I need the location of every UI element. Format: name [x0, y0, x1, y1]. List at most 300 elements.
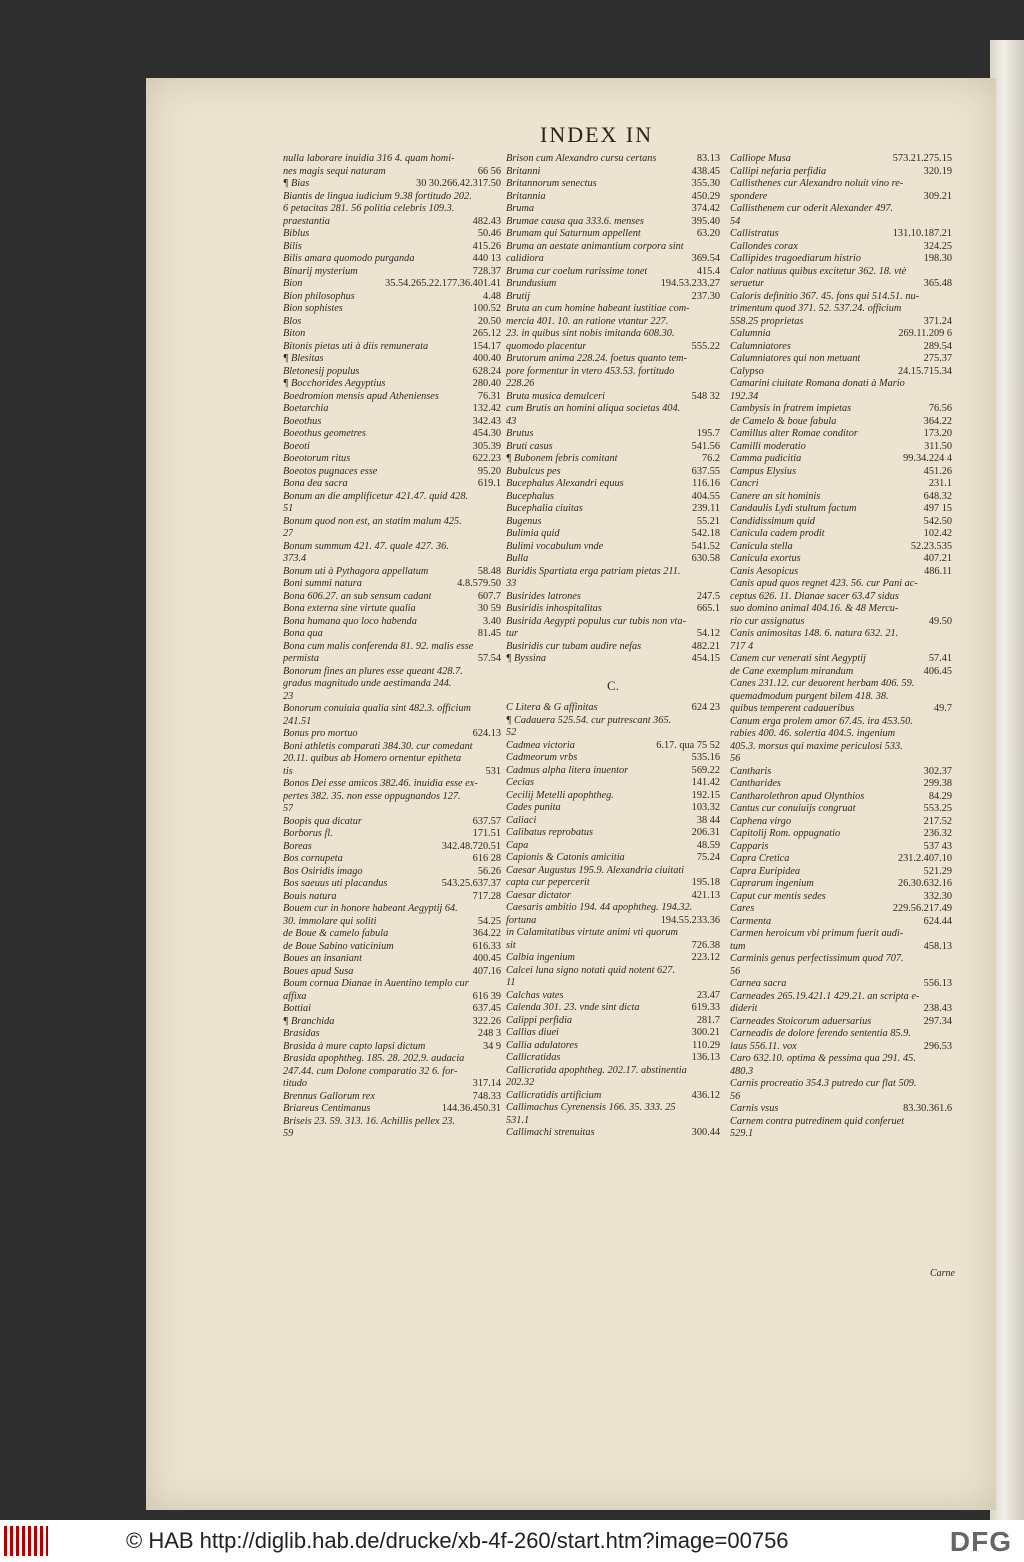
index-entry [730, 978, 952, 991]
entry-term: Canere an sit hominis [730, 490, 821, 502]
entry-reference: 619.33 [691, 1002, 720, 1013]
entry-reference: 404.55 [691, 490, 720, 502]
entry-reference: 231.2.407.10 [897, 853, 952, 864]
index-entry [506, 478, 720, 491]
entry-term: Camillus alter Romae conditor [730, 428, 858, 439]
index-entry [506, 777, 720, 790]
entry-reference [497, 641, 501, 654]
entry-term: Capra Cretica [730, 853, 790, 864]
entry-term: Cantharides [730, 778, 781, 789]
entry-reference: 624.13 [472, 728, 501, 739]
index-entry [283, 378, 501, 391]
index-entry [506, 191, 720, 204]
entry-reference: 400.40 [472, 353, 501, 364]
index-entry [506, 553, 720, 566]
index-entry [730, 1103, 952, 1116]
entry-term: Calchas vates [506, 989, 564, 1001]
entry-term: 247.44. cum Dolone comparatio 32 6. for- [283, 1065, 458, 1077]
entry-reference: 616 28 [472, 853, 501, 864]
index-entry [730, 541, 952, 554]
entry-reference: 637.55 [691, 465, 720, 477]
entry-term: Boues an insaniant [283, 953, 362, 964]
entry-reference: 35.54.265.22.177.36.401.41 [385, 278, 501, 289]
index-entry [283, 1128, 501, 1141]
entry-reference: 154.17 [472, 340, 501, 352]
entry-term: mercia 401. 10. an ratione vtantur 227. [506, 315, 669, 327]
entry-reference: 630.58 [691, 553, 720, 564]
entry-reference [497, 491, 501, 504]
entry-reference [716, 328, 720, 341]
index-entry [730, 1116, 952, 1129]
entry-reference: 624 23 [691, 702, 720, 713]
entry-term: Boeothus [283, 415, 322, 427]
entry-term: Carnem contra putredinem quid conferuet [730, 1115, 905, 1127]
entry-term: pertes 382. 35. non esse oppugnandos 127. [283, 790, 461, 802]
index-entry [283, 153, 501, 166]
entry-term: Bonorum fines an plures esse queant 428.7. [283, 665, 463, 677]
entry-reference: 454.15 [691, 653, 720, 664]
entry-term: Calor natiuus quibus excitetur 362. 18. vtè [730, 265, 907, 277]
entry-reference: 324.25 [923, 240, 952, 252]
entry-reference [948, 628, 952, 641]
index-entry [730, 303, 952, 316]
entry-reference: 454.30 [472, 428, 501, 439]
entry-reference: 30 30.266.42.317.50 [416, 178, 501, 189]
index-entry [506, 266, 720, 279]
index-entry [730, 166, 952, 179]
hab-logo-icon [4, 1526, 48, 1556]
entry-reference [948, 391, 952, 404]
entry-reference [716, 1102, 720, 1115]
index-entry [506, 516, 720, 529]
entry-term: 59 [283, 1128, 294, 1139]
entry-reference: 569.22 [691, 764, 720, 776]
entry-reference [948, 691, 952, 704]
index-entry [730, 578, 952, 591]
entry-term: Bos cornupeta [283, 853, 343, 864]
index-entry [283, 953, 501, 966]
entry-reference: 239.11 [692, 503, 720, 514]
index-entry [283, 1041, 501, 1054]
entry-term: Bonorum conuiuia qualia sint 482.3. officium [283, 703, 471, 714]
entry-reference [948, 641, 952, 654]
entry-reference [948, 966, 952, 979]
entry-term: Bruma [506, 203, 535, 214]
entry-term: spondere [730, 190, 768, 202]
entry-reference: 236.32 [923, 828, 952, 839]
entry-term: Caliaci [506, 814, 537, 826]
entry-reference: 541.52 [691, 540, 720, 552]
index-entry [506, 541, 720, 554]
entry-term: Bucephalia ciuitas [506, 503, 583, 514]
entry-term: Callicratidas [506, 1052, 561, 1063]
entry-reference [716, 902, 720, 915]
index-entry [506, 466, 720, 479]
entry-reference [716, 403, 720, 416]
index-entry [506, 1052, 720, 1065]
index-entry [506, 952, 720, 965]
entry-term: Cecilij Metelli apophtheg. [506, 789, 614, 801]
entry-reference [948, 291, 952, 304]
index-entry [506, 940, 720, 953]
index-entry [506, 865, 720, 878]
entry-reference [948, 953, 952, 966]
entry-reference: 110.29 [692, 1039, 720, 1051]
entry-term: 23. in quibus sint nobis imitanda 608.30. [506, 328, 675, 339]
entry-reference: 300.21 [691, 1027, 720, 1038]
entry-term: Bottiai [283, 1003, 312, 1014]
index-entry [730, 291, 952, 304]
index-entry [283, 578, 501, 591]
index-entry [730, 1128, 952, 1141]
index-entry [283, 641, 501, 654]
index-entry [283, 828, 501, 841]
entry-reference [716, 715, 720, 728]
index-entry [730, 678, 952, 691]
index-entry [283, 278, 501, 291]
index-entry [730, 641, 952, 654]
entry-reference [716, 316, 720, 329]
entry-term: Briseis 23. 59. 313. 16. Achillis pellex 23. [283, 1115, 455, 1127]
entry-term: Boni summi natura [283, 578, 362, 589]
index-entry [730, 278, 952, 291]
index-entry [506, 641, 720, 654]
entry-term: Caloris definitio 367. 45. fons qui 514.51. nu- [730, 290, 920, 302]
index-entry [283, 566, 501, 579]
entry-term: Cantus cur conuiuijs congruat [730, 803, 856, 814]
entry-term: 52 [506, 727, 517, 738]
entry-term: 202.32 [506, 1077, 535, 1088]
index-entry [730, 1003, 952, 1016]
index-entry [730, 366, 952, 379]
index-entry [283, 1016, 501, 1029]
index-entry [283, 1091, 501, 1104]
entry-term: Canis Aesopicus [730, 565, 799, 577]
entry-reference: 100.52 [472, 303, 501, 314]
entry-term: Boues apud Susa [283, 965, 354, 977]
entry-term: Carmenta [730, 915, 772, 927]
index-entry [283, 653, 501, 666]
index-entry [730, 603, 952, 616]
entry-reference: 300.44 [691, 1127, 720, 1138]
index-entry [506, 715, 720, 728]
entry-term: Bucephalus [506, 490, 555, 502]
index-entry [283, 303, 501, 316]
entry-reference: 395.40 [691, 215, 720, 227]
entry-term: Busiridis inhospitalitas [506, 603, 602, 614]
index-entry [730, 428, 952, 441]
entry-term: Brundusium [506, 278, 557, 289]
index-entry [506, 503, 720, 516]
index-entry [283, 478, 501, 491]
entry-reference: 275.37 [923, 353, 952, 364]
entry-reference: 726.38 [691, 939, 720, 951]
entry-reference: 342.48.720.51 [441, 840, 501, 852]
entry-reference: 374.42 [691, 203, 720, 214]
entry-reference [497, 153, 501, 166]
index-entry [283, 691, 501, 704]
entry-term: praestantia [283, 215, 330, 227]
entry-term: Bruma an aestate animantium corpora sint [506, 240, 684, 252]
entry-reference: 63.20 [696, 228, 720, 239]
index-entry [730, 791, 952, 804]
index-entry [506, 303, 720, 316]
entry-reference [497, 803, 501, 816]
entry-term: 405.3. morsus qui maxime periculosi 533. [730, 740, 903, 752]
index-entry [506, 1040, 720, 1053]
entry-reference: 637.57 [472, 815, 501, 827]
entry-term: Bulla [506, 553, 529, 564]
index-entry [283, 728, 501, 741]
entry-term: Boum cornua Dianae in Auentino templo cur [283, 978, 469, 989]
index-entry [283, 716, 501, 729]
entry-reference: 637.45 [472, 1003, 501, 1014]
entry-reference: 365.48 [923, 278, 952, 289]
entry-term: Bruti casus [506, 440, 553, 452]
entry-term: Caesaris ambitio 194. 44 apophtheg. 194.32. [506, 902, 693, 913]
index-entry [730, 316, 952, 329]
entry-reference [497, 553, 501, 566]
index-entry [283, 903, 501, 916]
entry-term: 51 [283, 503, 294, 514]
running-header: INDEX IN [540, 122, 654, 147]
index-entry [506, 827, 720, 840]
entry-term: ¶ Bias [283, 178, 310, 189]
index-entry [730, 691, 952, 704]
index-entry [283, 628, 501, 641]
index-entry [283, 541, 501, 554]
entry-term: Cecias [506, 777, 535, 788]
entry-term: Boeotorum ritus [283, 453, 351, 464]
index-entry [506, 653, 720, 666]
index-entry [730, 1028, 952, 1041]
index-entry [283, 878, 501, 891]
entry-term: Calliope Musa [730, 153, 791, 164]
entry-term: Bion sophistes [283, 303, 343, 314]
entry-term: Bonum summum 421. 47. quale 427. 36. [283, 540, 449, 552]
entry-reference: 48.59 [696, 839, 720, 851]
entry-reference: 132.42 [472, 403, 501, 414]
entry-reference [716, 616, 720, 629]
entry-term: Brutorum anima 228.24. foetus quanto tem- [506, 353, 688, 364]
entry-reference: 297.34 [923, 1015, 952, 1027]
entry-reference: 223.12 [691, 952, 720, 963]
entry-term: Bitonis pietas uti à diis remunerata [283, 340, 429, 352]
index-entry [283, 766, 501, 779]
entry-term: de Boue & camelo fabula [283, 928, 389, 939]
entry-reference [716, 727, 720, 740]
entry-reference [948, 678, 952, 691]
entry-reference: 76.31 [477, 390, 501, 402]
entry-reference [497, 666, 501, 679]
entry-term: nulla laborare inuidia 316 4. quam homi- [283, 153, 455, 164]
entry-term: Bion philosophus [283, 290, 355, 302]
index-entry [730, 916, 952, 929]
index-entry [730, 591, 952, 604]
entry-term: de Camelo & boue fabula [730, 415, 837, 427]
index-entry [730, 1053, 952, 1066]
index-entry [506, 453, 720, 466]
entry-term: Callicratida apophtheg. 202.17. abstinentia [506, 1064, 687, 1076]
entry-term: Callipi nefaria perfidia [730, 165, 827, 177]
entry-term: Carminis genus perfectissimum quod 707. [730, 953, 904, 964]
entry-term: capta cur pepercerit [506, 877, 590, 888]
index-entry [283, 253, 501, 266]
entry-term: Candaulis Lydi stultum factum [730, 503, 857, 514]
index-entry [506, 815, 720, 828]
entry-term: 529.1 [730, 1128, 754, 1139]
entry-term: Cadmus alpha litera inuentor [506, 764, 629, 776]
index-entry [506, 153, 720, 166]
index-entry [506, 1027, 720, 1040]
entry-term: Binarij mysterium [283, 265, 358, 277]
entry-term: seruetur [730, 278, 765, 289]
entry-reference: 54.12 [696, 628, 720, 639]
index-entry [730, 953, 952, 966]
entry-term: Blos [283, 315, 302, 327]
entry-reference [497, 1066, 501, 1079]
entry-reference [948, 928, 952, 941]
entry-reference: 406.45 [923, 665, 952, 677]
entry-term: Calbia ingenium [506, 952, 575, 963]
entry-term: C Litera & G affinitas [506, 702, 598, 713]
entry-reference: 55.21 [696, 515, 720, 527]
entry-term: Capa [506, 839, 529, 851]
entry-reference [497, 1128, 501, 1141]
entry-reference: 482.43 [472, 215, 501, 227]
entry-term: ¶ Bubonem febris comitant [506, 453, 618, 464]
entry-reference: 355.30 [691, 178, 720, 189]
index-entry [506, 278, 720, 291]
entry-reference: 281.7 [696, 1014, 720, 1026]
entry-reference [497, 203, 501, 216]
entry-term: Callondes corax [730, 240, 798, 252]
entry-term: Capitolij Rom. oppugnatio [730, 828, 841, 839]
index-entry [506, 241, 720, 254]
entry-term: Bona dea sacra [283, 478, 348, 489]
index-entry [730, 391, 952, 404]
entry-term: Canicula cadem prodit [730, 528, 825, 539]
index-entry [506, 890, 720, 903]
entry-reference [948, 203, 952, 216]
index-entry [506, 877, 720, 890]
entry-reference [716, 378, 720, 391]
entry-term: diderit [730, 1003, 758, 1014]
index-entry [506, 166, 720, 179]
entry-reference [497, 703, 501, 716]
index-entry [506, 391, 720, 404]
entry-term: Capparis [730, 840, 769, 852]
index-entry [283, 391, 501, 404]
entry-reference: 311.50 [924, 440, 952, 452]
entry-term: Biblus [283, 228, 310, 239]
entry-term: Cancri [730, 478, 759, 489]
index-entry [283, 841, 501, 854]
entry-term: Bos Osiridis imago [283, 865, 363, 877]
entry-term: Calippi perfidia [506, 1014, 573, 1026]
index-entry [506, 353, 720, 366]
entry-term: Camma pudicitia [730, 453, 802, 464]
index-entry [283, 603, 501, 616]
entry-reference: 4.48 [482, 290, 501, 302]
index-entry [506, 578, 720, 591]
entry-reference [948, 991, 952, 1004]
index-entry [506, 765, 720, 778]
entry-term: rio cur assignatus [730, 615, 805, 627]
entry-reference: 58.48 [477, 565, 501, 577]
entry-term: Bonos Dei esse amicos 382.46. inuidia esse ex- [283, 778, 478, 789]
entry-reference: 141.42 [691, 777, 720, 788]
index-entry [283, 366, 501, 379]
entry-term: Brutij [506, 290, 531, 302]
index-entry [283, 466, 501, 479]
entry-reference: 131.10.187.21 [892, 228, 952, 239]
entry-term: Boedromion mensis apud Athenienses [283, 390, 439, 402]
entry-term: cum Brutis an homini aliqua societas 404. [506, 403, 681, 414]
index-entry [283, 516, 501, 529]
index-entry [283, 778, 501, 791]
entry-term: Bona cum malis conferenda 81. 92. malis esse [283, 640, 474, 652]
entry-reference: 192.15 [691, 789, 720, 801]
entry-reference [716, 241, 720, 254]
entry-term: Callistratus [730, 228, 779, 239]
footer-copyright-url[interactable]: © HAB http://diglib.hab.de/drucke/xb-4f-260/start.htm?image=00756 [126, 1528, 789, 1553]
entry-reference: 450.29 [691, 190, 720, 202]
entry-term: Brennus Gallorum rex [283, 1090, 375, 1102]
entry-reference: 83.13 [696, 153, 720, 164]
entry-reference: 289.54 [923, 340, 952, 352]
entry-term: Brasida à mure capto lapsi dictum [283, 1040, 426, 1052]
entry-reference: 116.16 [692, 478, 720, 489]
entry-reference [716, 927, 720, 940]
index-entry [283, 591, 501, 604]
index-entry [506, 852, 720, 865]
entry-term: Calibatus reprobatus [506, 827, 594, 838]
entry-term: 6 petacitas 281. 56 politia celebris 109.3. [283, 203, 455, 214]
entry-reference: 542.18 [691, 528, 720, 539]
index-entry [730, 903, 952, 916]
index-entry [730, 628, 952, 641]
entry-reference: 144.36.450.31 [441, 1103, 501, 1114]
index-entry [283, 1116, 501, 1129]
entry-reference [716, 303, 720, 316]
index-entry [730, 378, 952, 391]
entry-reference [948, 1116, 952, 1129]
entry-reference: 458.13 [923, 940, 952, 952]
index-entry [506, 616, 720, 629]
entry-reference: 415.26 [472, 240, 501, 252]
entry-term: Caprarum ingenium [730, 878, 814, 889]
entry-term: tum [730, 940, 746, 952]
entry-term: ¶ Cadauera 525.54. cur putrescant 365. [506, 714, 672, 726]
entry-reference: 194.55.233.36 [660, 914, 720, 926]
entry-term: tis [283, 765, 293, 777]
index-entry [730, 466, 952, 479]
entry-term: Cares [730, 903, 755, 914]
index-entry [506, 366, 720, 379]
entry-reference: 20.50 [477, 315, 501, 327]
index-entry [283, 853, 501, 866]
entry-term: 54 [730, 215, 741, 227]
entry-term: Britannorum senectus [506, 178, 597, 189]
entry-reference: 555.22 [691, 340, 720, 352]
index-entry [730, 966, 952, 979]
entry-reference: 248 3 [477, 1028, 501, 1039]
entry-reference: 26.30.632.16 [897, 878, 952, 889]
entry-reference [716, 965, 720, 978]
entry-reference: 66 56 [477, 165, 501, 177]
entry-reference: 57.41 [928, 653, 952, 664]
